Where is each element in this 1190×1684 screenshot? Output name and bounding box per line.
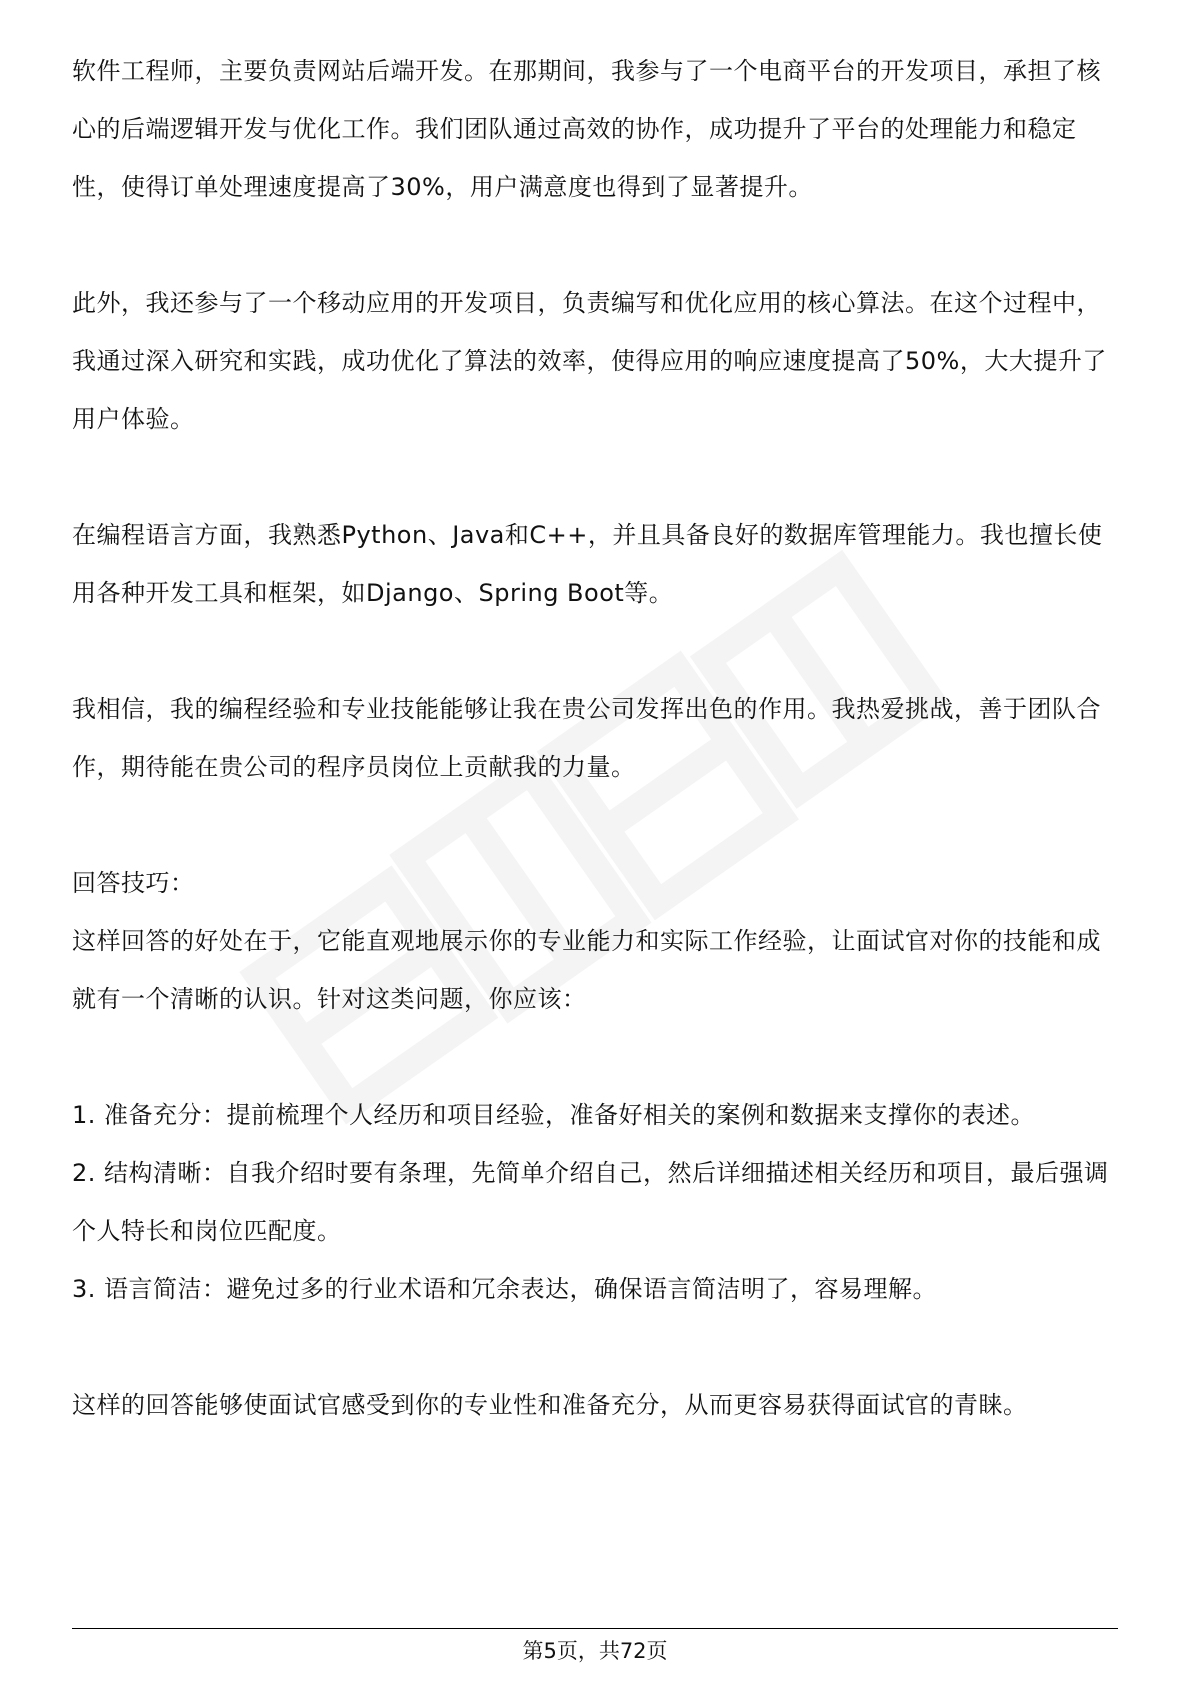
tips-heading: 回答技巧：: [72, 869, 195, 897]
tips-intro: 这样回答的好处在于，它能直观地展示你的专业能力和实际工作经验，让面试官对你的技能和成就有一个清晰的认识。针对这类问题，你应该：: [72, 927, 1101, 1013]
tip-item-1: 1. 准备充分：提前梳理个人经历和项目经验，准备好相关的案例和数据来支撑你的表述。: [72, 1101, 1036, 1129]
footer-divider: [72, 1628, 1118, 1629]
paragraph-skills: 在编程语言方面，我熟悉Python、Java和C++，并且具备良好的数据库管理能力。我也擅长使用各种开发工具和框架，如Django、Spring Boot等。: [72, 521, 1103, 607]
closing-paragraph: 这样的回答能够使面试官感受到你的专业性和准备充分，从而更容易获得面试官的青睐。: [72, 1391, 1028, 1419]
paragraph-experience-1: 软件工程师，主要负责网站后端开发。在那期间，我参与了一个电商平台的开发项目，承担了核心的后端逻辑开发与优化工作。我们团队通过高效的协作，成功提升了平台的处理能力和稳定性，使得订单处理速度提高了30%，用户满意度也得到了显著提升。: [72, 57, 1101, 201]
paragraph-experience-2: 此外，我还参与了一个移动应用的开发项目，负责编写和优化应用的核心算法。在这个过程中，我通过深入研究和实践，成功优化了算法的效率，使得应用的响应速度提高了50%，大大提升了用户体验。: [72, 289, 1107, 433]
document-body: [72, 42, 1122, 1434]
tip-item-3: 3. 语言简洁：避免过多的行业术语和冗余表达，确保语言简洁明了，容易理解。: [72, 1275, 938, 1303]
tip-item-2: 2. 结构清晰：自我介绍时要有条理，先简单介绍自己，然后详细描述相关经历和项目，最后强调个人特长和岗位匹配度。: [72, 1159, 1109, 1245]
paragraph-conclusion: 我相信，我的编程经验和专业技能能够让我在贵公司发挥出色的作用。我热爱挑战，善于团队合作，期待能在贵公司的程序员岗位上贡献我的力量。: [72, 695, 1101, 781]
page-number: 第5页，共72页: [522, 1639, 668, 1663]
